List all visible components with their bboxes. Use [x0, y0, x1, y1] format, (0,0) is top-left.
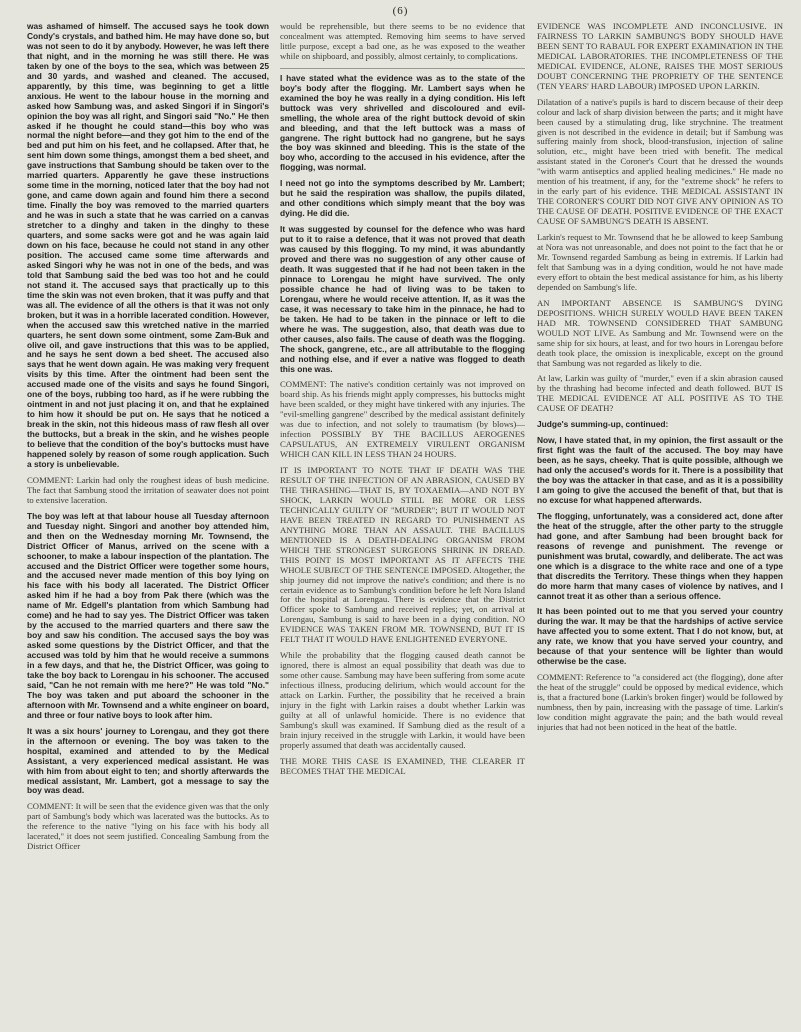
report-paragraph: I need not go into the symptoms described by Mr. Lambert; but he said the respiration was shallow, the pupils dilated, and other conditions which simply meant that the boy was dying. He did die. — [280, 178, 525, 219]
comment-paragraph: AN IMPORTANT ABSENCE IS SAMBUNG'S DYING DEPOSITIONS. WHICH SURELY WOULD HAVE BEEN TAKEN HAD MR. TOWNSEND CONSIDERED THAT SAMBUNG WOULD NOT LIVE. As Sambung and Mr. Townsend were on the same ship for six hours, at least, and for two hours in Lorengau before death took place, the omission is inexplicable, except on the ground that Sambung was not regarded as likely to die. — [537, 297, 783, 368]
report-paragraph: I have stated what the evidence was as to the state of the boy's body after the flogging. Mr. Lambert says when he examined the boy he was really in a dying condition. His left buttock was very shrivelled and discoloured and evil-smelling, the whole area of the right buttock devoid of skin and bleeding, and that the left buttock was a mass of gangrene. The right buttock had no gangrene, but he says the boy was skinned and bleeding. This is the state of the boy who, according to the accused in his evidence, after the flogging, was normal. — [280, 72, 525, 173]
report-paragraph: The boy was left at that labour house all Tuesday afternoon and Tuesday night. Singori and another boy attended him, and then on the Wednesday morning Mr. Townsend, the District Officer of Manus, arrived on the scene with a schooner, to make a labour inspection of the plantation. The accused and the District Officer were together some hours, and the accused never made mention of this boy lying on his face with his body all lacerated. The District Officer asked him if he had a boy from Pak there (which was the name of Mr. Edgell's plantation from which Sambung had come) and he had to say yes. The District Officer was taken by the accused to the married quarters and there saw the boy and saw his condition. The accused says the boy was asked some questions by the District Officer, and that the accused was told by him that he would receive a summons in a few days, and that he, the District Officer, was going to take the boy back to Lorengau in his schooner. The accused said, "Can he not remain with me here?" He was told "No." The boy was taken and put aboard the schooner in the afternoon with Mr. Townsend and a white engineer on board, and three or four native boys to look after him. — [27, 510, 269, 720]
comment-paragraph: IT IS IMPORTANT TO NOTE THAT IF DEATH WAS THE RESULT OF THE INFECTION OF AN ABRASION, CAUSED BY THE THRASHING—THAT IS, BY TOXAEMIA—AND NOT BY SHOCK, LARKIN WOULD STILL BE MORE OR LESS TECHNICALLY GUILTY OF "MURDER"; BUT IT WOULD NOT HAVE BEEN TREATED IN REGARD TO PUNISHMENT AS ANYTHING MORE THAN AN ASSAULT. THE BACILLUS MENTIONED IS A DEATH-DEALING ORGANISM FROM WHICH THE STRONGEST SURGEONS SHRINK IN DREAD. THIS POINT IS MOST IMPORTANT AS IT AFFECTS THE WHOLE SUBJECT OF THE SENTENCE IMPOSED. Altogether, the ship journey did not improve the native's condition; and there is no certain evidence as to Sambung's condition before he left Nora Island for the hospital at Lorengau. There is evidence that the District Officer spoke to Sambung and received replies; yet, on arrival at Lorengau, Sambung is said to have been in a dying condition. NO EVIDENCE WAS TAKEN FROM MR. TOWNSEND, BUT IT IS FELT THAT IT WOULD HAVE ENLIGHTENED EVERYONE. — [280, 465, 525, 645]
comment-paragraph: COMMENT: It will be seen that the evidence given was that the only part of Sambung's body which was lacerated was the buttocks. As to the reference to the native "lying on his face with his body all lacerated," it does not seem justified. Concealing Sambung from the District Officer — [27, 801, 269, 852]
comment-paragraph: COMMENT: The native's condition certainly was not improved on board ship. As his friends might apply compresses, his buttocks might have been scalded, or they might have tinkered with any injuries. The "evil-smelling gangrene" described by the medical assistant definitely was due to infection, and not solely to traumatism (by blows)—infection POSSIBLY BY THE BACILLUS AEROGENES CAPSULATUS, AN EXTREMELY VIRULENT ORGANISM WHICH CAN KILL IN LESS THAN 24 HOURS. — [280, 379, 525, 460]
report-paragraph: It was suggested by counsel for the defence who was hard put to it to raise a defence, that it was not proved that death was caused by this flogging. To my mind, it was abundantly proved and there was no suggestion of any other cause of death. It was suggested that if he had not been taken in the pinnace to Lorengau he might have survived. The only possible chance he had of living was to be taken to Lorengau, where he would receive attention. If, as it was the case, it was necessary to take him in the pinnace, he had to be taken. He had to be taken in the pinnace or left to die where he was. The suggestion, also, that death was due to other causes, also fails. The cause of death was the flogging. The shock, gangrene, etc., are all attributable to the flogging and nothing else, and if ever a native was flogged to death this one was. — [280, 224, 525, 374]
column-middle — [280, 22, 525, 1024]
report-paragraph: It was a six hours' journey to Lorengau, and they got there in the afternoon or evening. The boy was taken to the hospital, examined and attended to by the Medical Assistant, a very experienced medical assistant. He was with him from about eight to ten; and shortly afterwards the medical assistant, Mr. Lambert, got a message to say the boy was dead. — [27, 725, 269, 796]
comment-paragraph: At law, Larkin was guilty of "murder," even if a skin abrasion caused by the thrashing had become infected and death followed. BUT IS THE MEDICAL EVIDENCE AT ALL POSITIVE AS TO THE CAUSE OF DEATH? — [537, 373, 783, 414]
comment-paragraph: THE MORE THIS CASE IS EXAMINED, THE CLEARER IT BECOMES THAT THE MEDICAL — [280, 755, 525, 776]
page-number: (6) — [392, 5, 409, 17]
comment-paragraph: Dilatation of a native's pupils is hard to discern because of their deep colour and lack of sharp division between the parts; and it might have been caused by a stimulating drug, like strychnine. The treatment given is not described in the evidence in detail; but if Sambung was suffering mainly from shock, blood-transfusion, injection of saline solution, etc., might have been tried with benefit. The medical assistant stated in the Coroner's Court that he dressed the wounds "with warm antiseptics and applied healing medicines." He made no mention of his treatment, if any, for the "extreme shock" he refers to in the early part of his evidence. THE MEDICAL ASSISTANT IN THE CORONER'S COURT DID NOT GIVE ANY OPINION AS TO THE CAUSE OF DEATH. POSITIVE EVIDENCE OF THE EXACT CAUSE OF SAMBUNG'S DEATH IS ABSENT. — [537, 96, 783, 227]
report-paragraph: It has been pointed out to me that you served your country during the war. It may be that the hardships of active service have affected you to some extent. That I do not know, but, at any rate, we know that you have served your country, and because of that your sentence will be lighter than would otherwise be the case. — [537, 606, 783, 667]
report-paragraph: was ashamed of himself. The accused says he took down Condy's crystals, and bathed him. He may have done so, but was not seen to do it by anybody. However, he was left there that night, and in the morning he was still there. He was taken by one of the boys to the sea, which was between 25 and 30 yards, and washed and cleaned. The accused, apparently, by this time, was beginning to get a little anxious. He went to the labour house in the morning and asked how Sambung was, and asked Singori if in Singori's opinion the boy was all right, and Singori said "No." He then asked if he thought he could stand—this boy who was normal the night before—and they got him to the end of the bed and put him on his feet, and he collapsed. After that, he sent him down some things, amongst them a bed sheet, and gave instructions that Sambung should be taken over to the married quarters. Apparently he gave these instructions some time in the morning, noticed later that the boy had not gone, and came down again and found him there a second time. Finally the boy was removed to the married quarters and he was in such a state that he was carried on a canvas stretcher to a dinghy and taken in the dinghy to these quarters, and some sacks were got and he was again laid down on his face, because he could not stand in any other position. The accused came some time afterwards and asked Singori why he was not in one of the beds, and was told that Sambung said the bed was too hot and he could not stand it. The accused says that practically up to this time the skin was not even broken, that it was puffy and that was all. The evidence of all the others is that it was not only broken, but it was in a horrible lacerated condition. However, when the accused saw this wretched native in the married quarters, he sent down some ointment, some Zam-Buk and olive oil, and gave instructions that this was to be applied, and he says he sent down a bed sheet. The accused also says that he went down again. He was making very frequent visits by this time. After the ointment had been sent the accused made one of the visits and says he found Singori, one of the boys, rubbing too hard, as if he were rubbing the ointment in and not just placing it on, and that he explained to him how it should be put on. He says that he noticed a break in the skin, not this hideous mass of raw flesh all over the buttocks, but a break in the skin, and he wishes people to believe that the condition of the boy's buttocks must have happened solely by reason of some rough application. Such a story is unbelievable. — [27, 22, 269, 469]
comment-paragraph: While the probability that the flogging caused death cannot be ignored, there is almost an equal possibility that death was due to some other cause. Sambung may have been suffering from some acute infectious illness, producing delirium, which would account for the attack on Larkin. Further, the possibility that he received a brain injury in the fight with Larkin raises a doubt whether Larkin was guilty at all of unlawful homicide. There is no evidence that Sambung's skull was examined. If Sambung died as the result of a brain injury received in the struggle with Larkin, it would have been properly assumed that death was accidentally caused. — [280, 650, 525, 750]
column-left — [27, 22, 269, 1024]
report-paragraph: Judge's summing-up, continued: — [537, 419, 669, 430]
comment-paragraph: EVIDENCE WAS INCOMPLETE AND INCONCLUSIVE. IN FAIRNESS TO LARKIN SAMBUNG'S BODY SHOULD HAVE BEEN SENT TO RABAUL FOR EXPERT EXAMINATION IN THE MEDICAL LABORATORIES. THE INCOMPLETENESS OF THE MEDICAL EVIDENCE, ALONE, RAISES THE MOST SERIOUS DOUBT CONCERNING THE PROPRIETY OF THE SENTENCE (TEN YEARS' HARD LABOUR) IMPOSED UPON LARKIN. — [537, 22, 783, 91]
comment-paragraph: COMMENT: Reference to "a considered act (the flogging), done after the heat of the struggle" could be opposed by medical evidence, which is, that a fractured bone (Larkin's broken finger) would be followed by numbness, then by pain, increasing with the passage of time. Larkin's low condition might aggravate the pain; and the bath would reveal injuries that had not been noticed in the heat of the battle. — [537, 672, 783, 732]
comment-paragraph: Larkin's request to Mr. Townsend that he be allowed to keep Sambung at Nora was not unreasonable, and does not point to the fact that he or Mr. Townsend regarded Sambung as being in extremis. If Larkin had felt that Sambung was in a dying condition, would he not have made every effort to obtain the best medical assistance for him, as his liberty depended on Sambung's life. — [537, 232, 783, 292]
report-paragraph: Now, I have stated that, in my opinion, the first assault or the first fight was the fault of the accused. The boy may have been, as he says, cheeky. That is quite possible, although we had only the accused's words for it. There is a possibility that the boy was the attacker in that case, and as it is a possibility I am going to give the accused the benefit of that, but that is no excuse for what happened afterwards. — [537, 435, 783, 505]
column-right — [537, 22, 783, 1024]
section-rule — [280, 68, 525, 69]
report-paragraph: The flogging, unfortunately, was a considered act, done after the heat of the struggle, after the other party to the struggle had gone, and after Sambung had been brought back for reasons of revenge and punishment. The revenge or punishment was brutal, cowardly, and deliberate. The act was one which is a disgrace to the white race and one of a type that discredits the Territory. These things when they happen do more harm that many cases of violence by natives, and I cannot treat it as other than a serious offence. — [537, 510, 783, 601]
comment-paragraph: COMMENT: Larkin had only the roughest ideas of bush medicine. The fact that Sambung stood the irritation of seawater does not point to extensive laceration. — [27, 474, 269, 505]
comment-paragraph: would be reprehensible, but there seems to be no evidence that concealment was attempted. Removing him seems to have served little purpose, except a bad one, as he was exposed to the weather while on shipboard, and possibly, almost certainly, to complications. — [280, 22, 525, 61]
